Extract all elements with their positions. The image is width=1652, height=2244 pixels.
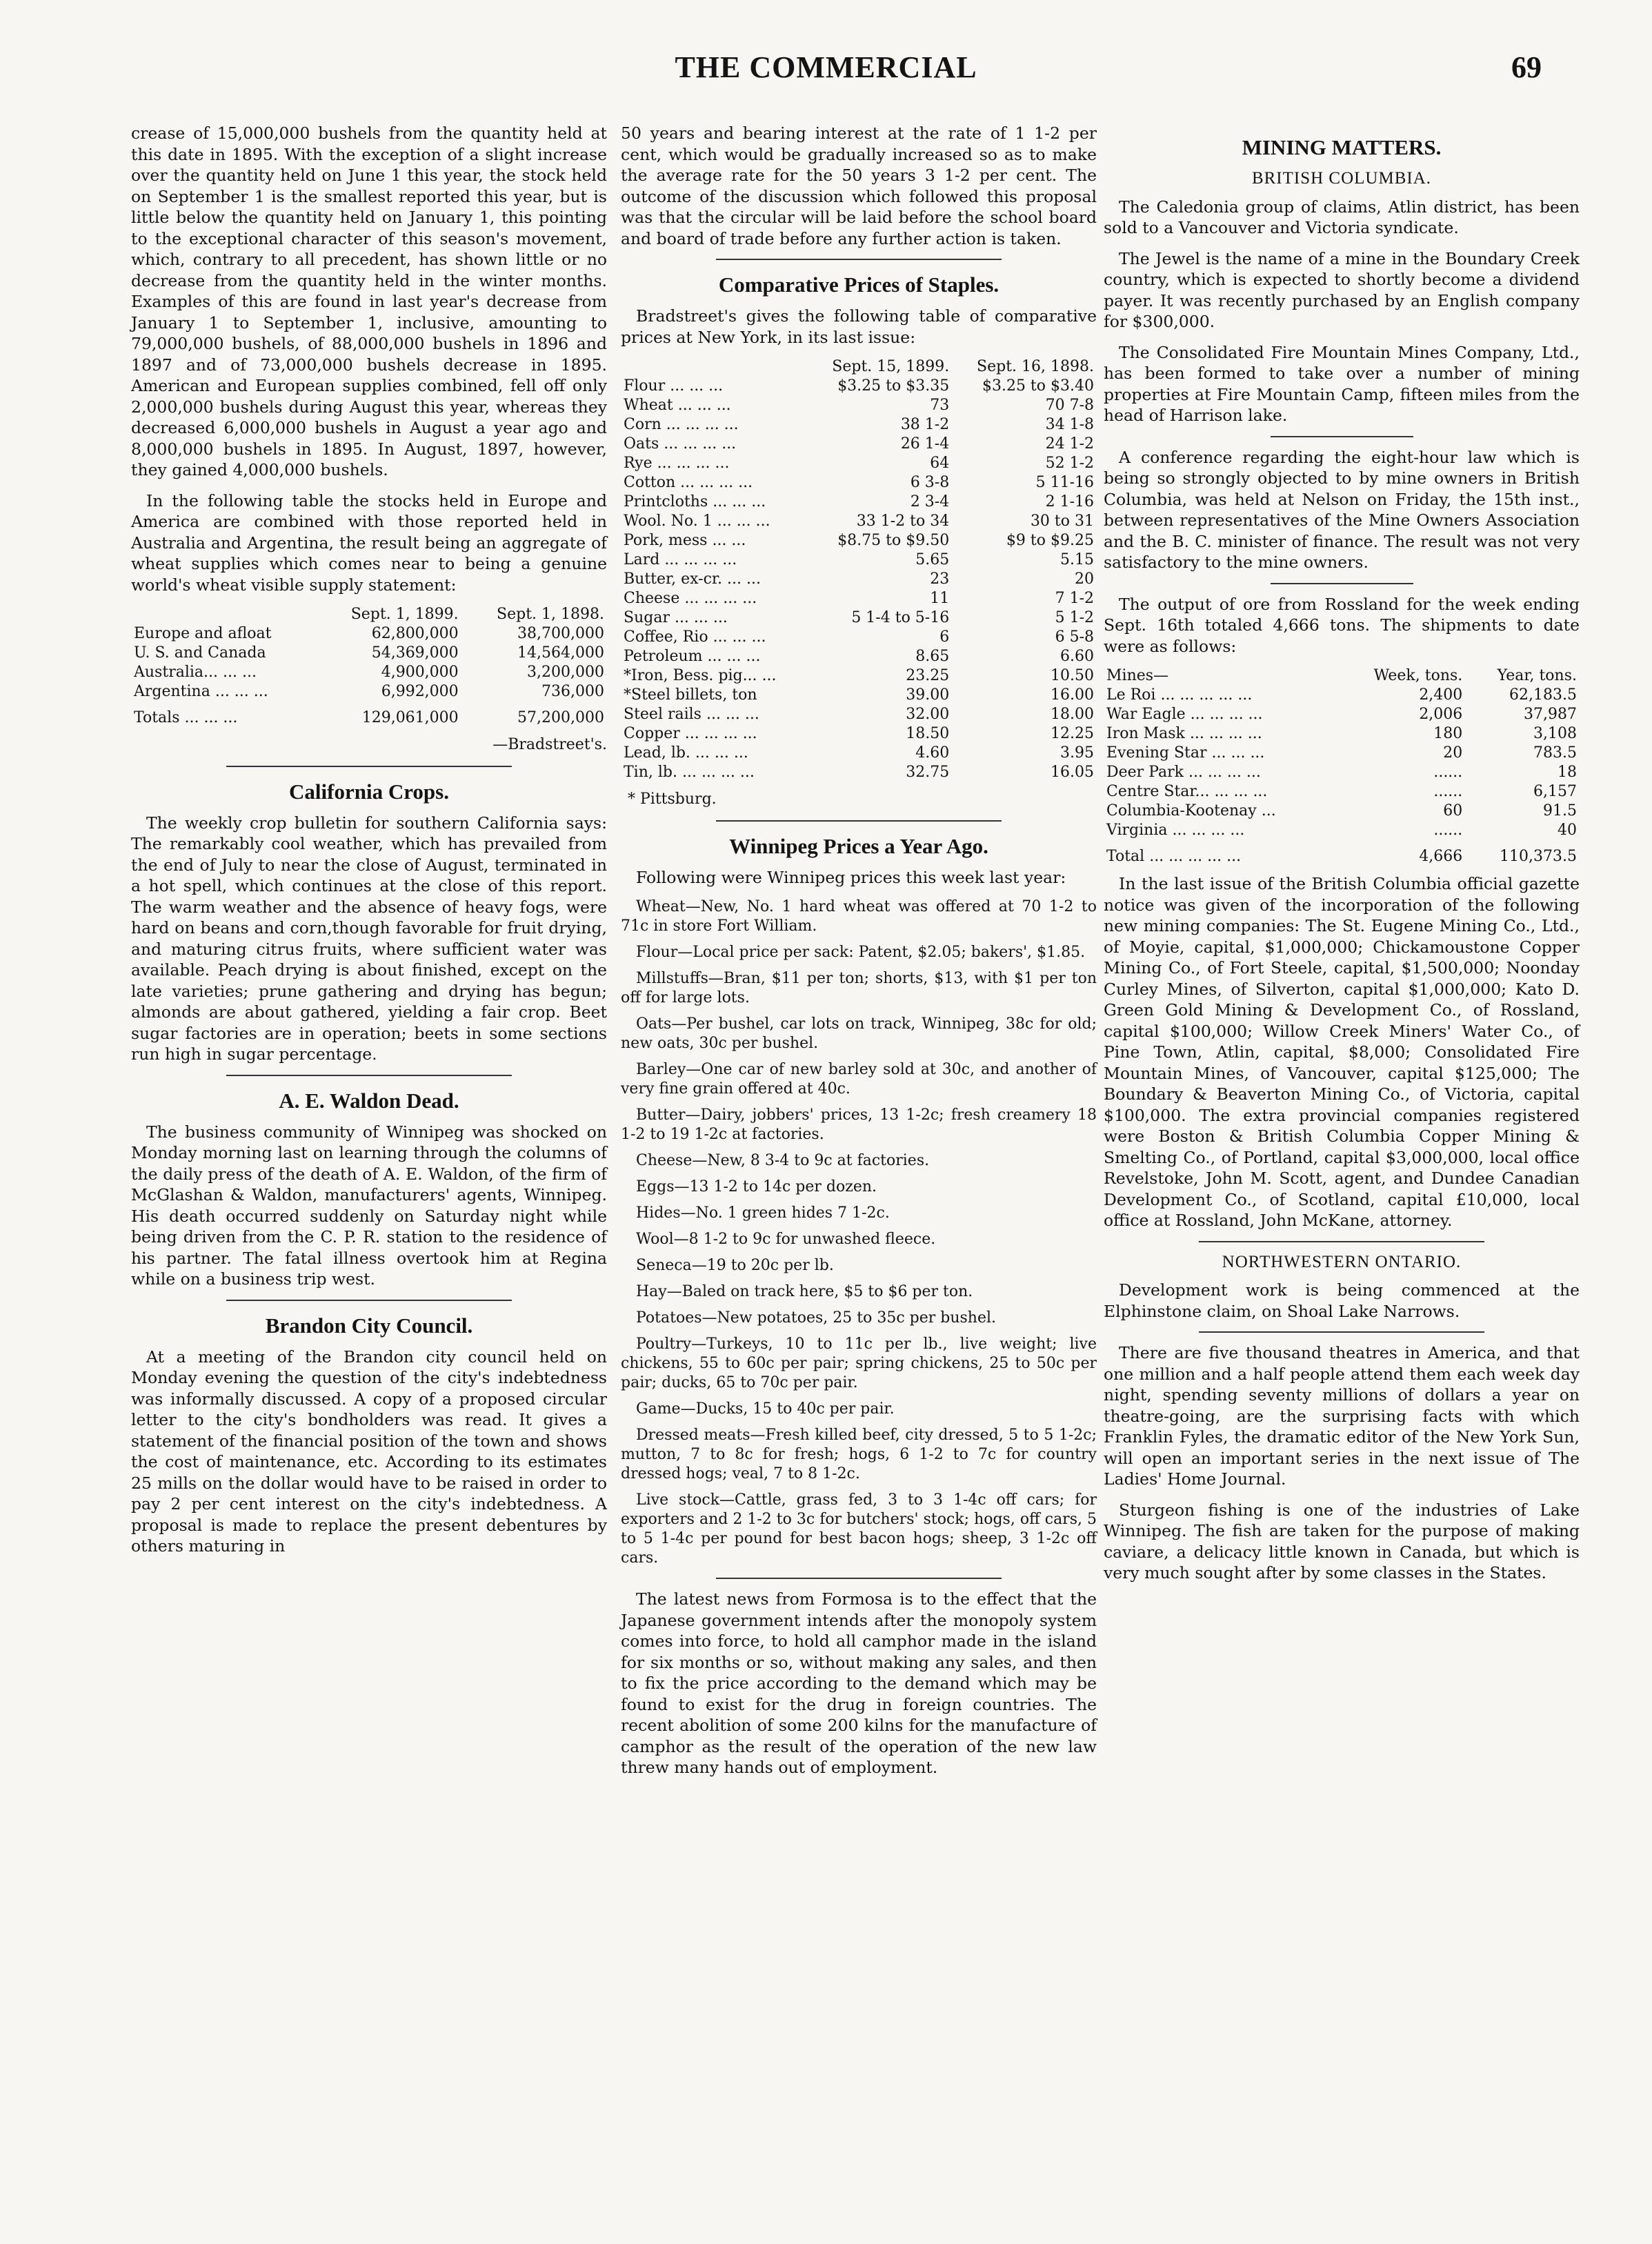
table-cell: 4,900,000	[381, 664, 459, 681]
table-cell: ......	[1433, 822, 1463, 839]
table-cell: ......	[1433, 783, 1463, 800]
table-header-cell: Mines—	[1106, 667, 1169, 684]
column-2	[621, 123, 1097, 1788]
table-cell: 70 7-8	[1045, 397, 1094, 414]
list-item: Millstuffs—Bran, $11 per ton; shorts, $13, with $1 per ton off for large lots.	[621, 970, 1097, 1006]
article-heading: Brandon City Council.	[265, 1313, 473, 1338]
table-cell: 34 1-8	[1045, 416, 1094, 433]
table-cell: Lead, lb. ... ... ...	[624, 744, 748, 762]
table-row	[621, 744, 1097, 763]
table-cell: 23.25	[906, 667, 950, 684]
list-item: Hay—Baled on track here, $5 to $6 per ton.	[636, 1283, 973, 1300]
wheat-stocks-table	[131, 605, 607, 728]
table-cell: 18.50	[906, 725, 950, 742]
table-cell: 3.95	[1060, 744, 1094, 762]
list-item: Live stock—Cattle, grass fed, 3 to 3 1-4c off cars; for exporters and 2 1-2 to 3c for butchers' stock; hogs, off cars, 5 to 5 1-4c per pound for best bacon hogs; sheep, 3 1-2c off cars.	[621, 1491, 1097, 1567]
table-cell: 3,200,000	[527, 664, 604, 681]
table-row	[1104, 686, 1580, 705]
divider	[226, 766, 512, 767]
table-cell: 8.65	[915, 648, 950, 665]
article-body: The Caledonia group of claims, Atlin district, has been sold to a Vancouver and Victoria syndicate.	[1104, 197, 1580, 237]
column-1	[131, 123, 607, 1567]
table-cell: 5 1-2	[1055, 609, 1094, 626]
table-cell: Rye ... ... ... ...	[624, 455, 730, 472]
table-cell: Virginia ... ... ... ...	[1106, 822, 1245, 839]
table-cell: 2,006	[1419, 706, 1463, 723]
table-cell: 6,992,000	[381, 683, 459, 700]
table-cell: 20	[1075, 570, 1094, 588]
table-cell: 16.00	[1051, 686, 1094, 704]
table-header-cell: Sept. 1, 1899.	[350, 606, 459, 623]
table-cell: 32.75	[906, 764, 950, 781]
table-cell: Oats ... ... ... ...	[624, 435, 737, 453]
table-cell: 40	[1558, 822, 1577, 839]
divider	[226, 1075, 512, 1076]
list-item: Barley—One car of new barley sold at 30c, and another of very fine grain offered at 40c.	[621, 1061, 1097, 1098]
table-row	[1104, 782, 1580, 802]
table-row	[131, 644, 607, 663]
ore-shipments-table	[1104, 666, 1580, 866]
table-row	[1104, 705, 1580, 724]
table-header-cell: Year, tons.	[1497, 667, 1577, 684]
table-cell: *Steel billets, ton	[624, 686, 757, 704]
table-cell: 62,183.5	[1509, 686, 1577, 704]
table-row	[621, 415, 1097, 435]
table-row	[621, 628, 1097, 647]
table-total-row	[131, 702, 607, 728]
article-body: There are five thousand theatres in America, and that one million and a half people attend them each week day night, spending seventy millions of dollars a year on theatre-going, are the surprising facts with which Franklin Fyles, the dramatic editor of the New York Sun, will open an important series in the next issue of The Ladies' Home Journal.	[1104, 1343, 1580, 1489]
table-cell: 32.00	[906, 706, 950, 723]
table-cell: $9 to $9.25	[1006, 532, 1094, 549]
table-cell: Copper ... ... ... ...	[624, 725, 757, 742]
table-row	[621, 570, 1097, 589]
table-row	[1104, 802, 1580, 821]
table-cell: 18.00	[1051, 706, 1094, 723]
table-row	[621, 589, 1097, 608]
table-footnote: * Pittsburg.	[628, 791, 717, 808]
divider	[716, 820, 1002, 822]
table-cell: 52 1-2	[1045, 455, 1094, 472]
list-item: Cheese—New, 8 3-4 to 9c at factories.	[636, 1152, 930, 1169]
table-cell: 18	[1558, 764, 1577, 781]
divider	[1271, 436, 1413, 437]
table-cell: 6	[939, 628, 950, 646]
table-header-cell: Sept. 15, 1899.	[832, 358, 950, 375]
table-cell: Steel rails ... ... ...	[624, 706, 759, 723]
table-cell: Coffee, Rio ... ... ...	[624, 628, 766, 646]
table-row	[621, 724, 1097, 744]
staples-price-table	[621, 357, 1097, 782]
list-item: Wheat—New, No. 1 hard wheat was offered at 70 1-2 to 71c in store Fort William.	[621, 898, 1097, 935]
article-body: Sturgeon fishing is one of the industries of Lake Winnipeg. The fish are taken for the purpose of making caviare, a delicacy little known in Canada, but which is very much sought after by some classes in the States.	[1104, 1500, 1580, 1582]
table-cell: 20	[1443, 744, 1463, 762]
table-row	[621, 454, 1097, 473]
table-cell: 62,800,000	[371, 625, 459, 642]
table-cell: 2 3-4	[910, 493, 950, 510]
table-cell: 4,666	[1419, 848, 1463, 865]
table-cell: Europe and afloat	[134, 625, 272, 642]
table-row	[621, 705, 1097, 724]
list-item: Butter—Dairy, jobbers' prices, 13 1-2c; fresh creamery 18 1-2 to 19 1-2c at factories.	[621, 1106, 1097, 1143]
table-row	[621, 647, 1097, 666]
article-body: The business community of Winnipeg was shocked on Monday morning last on learning through the columns of the daily press of the death of A. E. Waldon, of the firm of McGlashan & Waldon, manufacturers' agents, Winnipeg. His death occurred suddenly on Saturday night while being driven from the C. P. R. station to the residence of his partner. The fatal illness overtook him at Regina while on a business trip west.	[131, 1122, 607, 1289]
table-cell: Flour ... ... ...	[624, 377, 724, 395]
article-body: At a meeting of the Brandon city council held on Monday evening the question of the city's indebtedness was informally discussed. A copy of a proposed circular letter to the city's bondholders was read. It gives a statement of the financial position of the town and shows the cost of maintenance, etc. According to its estimates 25 mills on the dollar would have to be raised in order to pay 2 per cent interest on the city's indebtedness. A proposal is made to replace the present debentures by others maturing in	[131, 1347, 607, 1556]
table-row	[621, 666, 1097, 686]
article-intro: Bradstreet's gives the following table of comparative prices at New York, in its last issue:	[621, 306, 1097, 347]
article-body: The latest news from Formosa is to the effect that the Japanese government intends after the monopoly system comes into force, to hold all camphor made in the island for six months or so, without making any sales, and then to fix the price according to the demand which may be found to exist for the drug in foreign countries. The recent abolition of some 200 kilns for the manufacture of camphor as the result of the operation of the new law threw many hands out of employment.	[621, 1589, 1097, 1777]
table-cell: 14,564,000	[517, 644, 604, 662]
table-row	[1104, 724, 1580, 744]
list-item: Hides—No. 1 green hides 7 1-2c.	[636, 1204, 890, 1222]
list-item: Flour—Local price per sack: Patent, $2.05; bakers', $1.85.	[636, 944, 1086, 961]
table-row	[621, 396, 1097, 415]
table-cell: Columbia-Kootenay ...	[1106, 802, 1276, 820]
table-cell: Argentina ... ... ...	[134, 683, 268, 700]
list-item: Poultry—Turkeys, 10 to 11c per lb., live weight; live chickens, 55 to 60c per pair; spring chickens, 25 to 50c per pair; ducks, 65 to 70c per pair.	[621, 1336, 1097, 1391]
table-cell: $3.25 to $3.35	[837, 377, 950, 395]
table-cell: 33 1-2 to 34	[856, 513, 950, 530]
divider	[226, 1300, 512, 1301]
table-cell: Evening Star ... ... ...	[1106, 744, 1265, 762]
article-body: Development work is being commenced at the Elphinstone claim, on Shoal Lake Narrows.	[1104, 1280, 1580, 1321]
table-row	[131, 682, 607, 702]
table-cell: Butter, ex-cr. ... ...	[624, 570, 761, 588]
table-header-row	[131, 605, 607, 624]
page-number: 69	[1511, 50, 1542, 84]
column-3	[1104, 123, 1580, 1593]
divider	[1271, 583, 1413, 584]
table-cell: 6.60	[1060, 648, 1094, 665]
table-cell: Iron Mask ... ... ... ...	[1106, 725, 1262, 742]
table-attribution: —Bradstreet's.	[492, 736, 607, 753]
table-cell: 5.15	[1060, 551, 1094, 568]
divider	[1199, 1331, 1484, 1333]
table-cell: 39.00	[906, 686, 950, 704]
section-subheading: NORTHWESTERN ONTARIO.	[1222, 1252, 1462, 1271]
table-cell: 5.65	[915, 551, 950, 568]
table-cell: 30 to 31	[1030, 513, 1094, 530]
table-cell: Le Roi ... ... ... ... ...	[1106, 686, 1253, 704]
article-heading: A. E. Waldon Dead.	[279, 1088, 459, 1113]
table-cell: Australia... ... ...	[134, 664, 257, 681]
table-header-row	[621, 357, 1097, 377]
table-cell: 64	[930, 455, 950, 472]
table-cell: Printcloths ... ... ...	[624, 493, 766, 510]
table-row	[131, 663, 607, 682]
table-cell: $3.25 to $3.40	[982, 377, 1094, 395]
list-item: Potatoes—New potatoes, 25 to 35c per bushel.	[636, 1309, 997, 1327]
table-cell: Sugar ... ... ...	[624, 609, 728, 626]
table-row	[131, 624, 607, 644]
table-header-cell: Sept. 16, 1898.	[977, 358, 1094, 375]
table-row	[621, 377, 1097, 396]
section-heading: MINING MATTERS.	[1242, 135, 1442, 159]
table-row	[621, 531, 1097, 550]
table-header-cell: Week, tons.	[1373, 667, 1463, 684]
table-total-row	[1104, 840, 1580, 866]
article-body: 50 years and bearing interest at the rate of 1 1-2 per cent, which would be gradually increased so as to make the average rate for the 50 years 3 1-2 per cent. The outcome of the discussion which followed this proposal was that the circular will be laid before the school board and board of trade before any further action is taken.	[621, 123, 1097, 248]
wheat-paragraph: In the following table the stocks held in Europe and America are combined with those reported held in Australia and Argentina, the result being an aggregate of wheat supplies which comes near to being a genuine world's wheat visible supply statement:	[131, 490, 607, 595]
table-cell: 12.25	[1051, 725, 1094, 742]
table-cell: 54,369,000	[371, 644, 459, 662]
table-cell: 23	[930, 570, 950, 588]
table-cell: Tin, lb. ... ... ... ...	[624, 764, 755, 781]
table-cell: 5 1-4 to 5-16	[851, 609, 950, 626]
wheat-paragraph: crease of 15,000,000 bushels from the quantity held at this date in 1895. With the exception of a slight increase over the quantity held on June 1 this year, the stock held on September 1 is the smallest reported this year, but is little below the quantity held on January 1, this pointing to the exceptional character of this season's movement, which, contrary to all precedent, has shown little or no decrease from the quantity held in the winter months. Examples of this are found in last year's decrease from January 1 to September 1, inclusive, amounting to 79,000,000 bushels, of 88,000,000 bushels in 1896 and 1897 and of 73,000,000 bushels decrease in 1895. American and European supplies combined, fell off only 2,000,000 bushels during August this year, whereas they decreased 6,000,000 bushels in August a year ago and 8,000,000 bushels in 1895. In August, 1897, however, they gained 4,000,000 bushels.	[131, 123, 607, 479]
table-cell: 3,108	[1533, 725, 1577, 742]
table-cell: Centre Star... ... ... ...	[1106, 783, 1268, 800]
table-cell: 37,987	[1524, 706, 1577, 723]
table-cell: Total ... ... ... ... ...	[1106, 848, 1242, 865]
article-body: In the last issue of the British Columbia official gazette notice was given of the incorporation of the following new mining companies: The St. Eugene Mining Co., Ltd., of Moyie, capital, $1,000,000; Chickamoustone Copper Mining Co., of Fort Steele, capital, $1,500,000; Noonday Curley Mines, of Silverton, capital $1,000,000; Kato D. Green Gold Mining & Development Co., of Rossland, capital $100,000; Willow Creek Miners' Water Co., of Pine Town, Atlin, capital, $8,000; Consolidated Fire Mountain Mines, of Vancouver, capital $125,000; The Boundary & Beaverton Mining Co., of Victoria, capital $100,000. The extra provincial companies registered were Boston & British Columbia Copper Mining & Smelting Co., of Portland, capital $3,000,000, local office Revelstoke, John M. Scott, agent, and Dundee Canadian Development Co., of Scotland, capital £10,000, local office at Rossland, John McKane, attorney.	[1104, 874, 1580, 1230]
table-cell: 24 1-2	[1045, 435, 1094, 453]
table-row	[1104, 763, 1580, 782]
table-header-cell	[621, 357, 808, 377]
table-cell: 129,061,000	[361, 709, 459, 726]
list-item: Eggs—13 1-2 to 14c per dozen.	[636, 1178, 877, 1195]
publication-title: THE COMMERCIAL	[675, 50, 977, 84]
table-cell: ......	[1433, 764, 1463, 781]
list-item: Oats—Per bushel, car lots on track, Winnipeg, 38c for old; new oats, 30c per bushel.	[621, 1015, 1097, 1052]
article-body: The output of ore from Rossland for the week ending Sept. 16th totaled 4,666 tons. The shipments to date were as follows:	[1104, 594, 1580, 656]
table-cell: 2,400	[1419, 686, 1463, 704]
table-cell: $8.75 to $9.50	[837, 532, 950, 549]
table-cell: 91.5	[1543, 802, 1577, 820]
table-cell: Pork, mess ... ...	[624, 532, 746, 549]
article-intro: Following were Winnipeg prices this week last year:	[636, 867, 1066, 887]
table-cell: Wheat ... ... ...	[624, 397, 731, 414]
table-cell: 783.5	[1533, 744, 1577, 762]
table-cell: 7 1-2	[1055, 590, 1094, 607]
table-cell: Cotton ... ... ... ...	[624, 474, 753, 491]
table-cell: 26 1-4	[900, 435, 950, 453]
list-item: Game—Ducks, 15 to 40c per pair.	[636, 1400, 895, 1418]
table-cell: 180	[1433, 725, 1463, 742]
divider	[1199, 1241, 1484, 1242]
table-cell: 736,000	[541, 683, 604, 700]
table-cell: Deer Park ... ... ... ...	[1106, 764, 1261, 781]
table-cell: 16.05	[1051, 764, 1094, 781]
table-row	[1104, 821, 1580, 840]
table-header-row	[1104, 666, 1580, 686]
table-row	[621, 435, 1097, 454]
table-cell: 57,200,000	[517, 709, 604, 726]
table-row	[621, 512, 1097, 531]
article-body: The Consolidated Fire Mountain Mines Company, Ltd., has been formed to take over a number of mining properties at Fire Mountain Camp, fifteen miles from the head of Harrison lake.	[1104, 342, 1580, 425]
table-header-cell	[131, 605, 315, 624]
table-cell: 6,157	[1533, 783, 1577, 800]
table-cell: 11	[930, 590, 950, 607]
article-body: A conference regarding the eight-hour law which is being so strongly objected to by mine owners in British Columbia, was held at Nelson on Friday, the 15th inst., between representatives of the Mine Owners Association and the B. C. minister of finance. The result was not very satisfactory to the mine owners.	[1104, 447, 1580, 572]
table-cell: Wool. No. 1 ... ... ...	[624, 513, 770, 530]
table-cell: Corn ... ... ... ...	[624, 416, 739, 433]
table-cell: 38 1-2	[900, 416, 950, 433]
table-row	[1104, 744, 1580, 763]
article-heading: California Crops.	[289, 779, 449, 804]
divider	[716, 1578, 1002, 1579]
article-heading: Winnipeg Prices a Year Ago.	[729, 833, 988, 858]
table-cell: War Eagle ... ... ... ...	[1106, 706, 1263, 723]
table-cell: 6 3-8	[910, 474, 950, 491]
winnipeg-price-list	[621, 897, 1097, 1568]
table-cell: Lard ... ... ... ...	[624, 551, 737, 568]
table-cell: 10.50	[1051, 667, 1094, 684]
table-row	[621, 686, 1097, 705]
list-item: Seneca—19 to 20c per lb.	[636, 1257, 834, 1274]
article-heading: Comparative Prices of Staples.	[718, 272, 999, 297]
table-header-cell: Sept. 1, 1898.	[497, 606, 604, 623]
page-header	[0, 50, 1652, 91]
table-row	[621, 608, 1097, 628]
article-body: The weekly crop bulletin for southern California says: The remarkably cool weather, which has prevailed from the end of July to near the close of August, terminated in a hot spell, which continues at the close of this report. The warm weather and the absence of heavy fogs, were hard on beans and corn,though favorable for fruit drying, and maturing citrus fruits, where sufficient water was available. Peach drying is about finished, except on the late varieties; prune gathering and drying has begun; almonds are about gathered, yielding a fair crop. Beet sugar factories are in operation; beets in some sections run high in sugar percentage.	[131, 813, 607, 1064]
table-cell: 5 11-16	[1035, 474, 1094, 491]
divider	[716, 259, 1002, 260]
article-body: The Jewel is the name of a mine in the Boundary Creek country, which is expected to shortly become a dividend payer. It was recently purchased by an English company for $300,000.	[1104, 248, 1580, 331]
table-cell: Totals ... ... ...	[134, 709, 238, 726]
list-item: Dressed meats—Fresh killed beef, city dressed, 5 to 5 1-2c; mutton, 7 to 8c for fresh; hogs, 6 1-2 to 7c for country dressed hogs; veal, 7 to 8 1-2c.	[621, 1427, 1097, 1482]
table-row	[621, 473, 1097, 493]
section-subheading: BRITISH COLUMBIA.	[1251, 169, 1432, 188]
table-cell: 4.60	[915, 744, 950, 762]
table-row	[621, 493, 1097, 512]
table-row	[621, 550, 1097, 570]
table-cell: 60	[1443, 802, 1463, 820]
table-cell: Petroleum ... ... ...	[624, 648, 761, 665]
table-cell: U. S. and Canada	[134, 644, 266, 662]
table-cell: Cheese ... ... ... ...	[624, 590, 757, 607]
table-cell: *Iron, Bess. pig... ...	[624, 667, 777, 684]
table-cell: 73	[930, 397, 950, 414]
table-cell: 38,700,000	[517, 625, 604, 642]
table-row	[621, 763, 1097, 782]
table-cell: 110,373.5	[1500, 848, 1577, 865]
list-item: Wool—8 1-2 to 9c for unwashed fleece.	[636, 1231, 936, 1248]
table-cell: 6 5-8	[1055, 628, 1094, 646]
table-cell: 2 1-16	[1045, 493, 1094, 510]
